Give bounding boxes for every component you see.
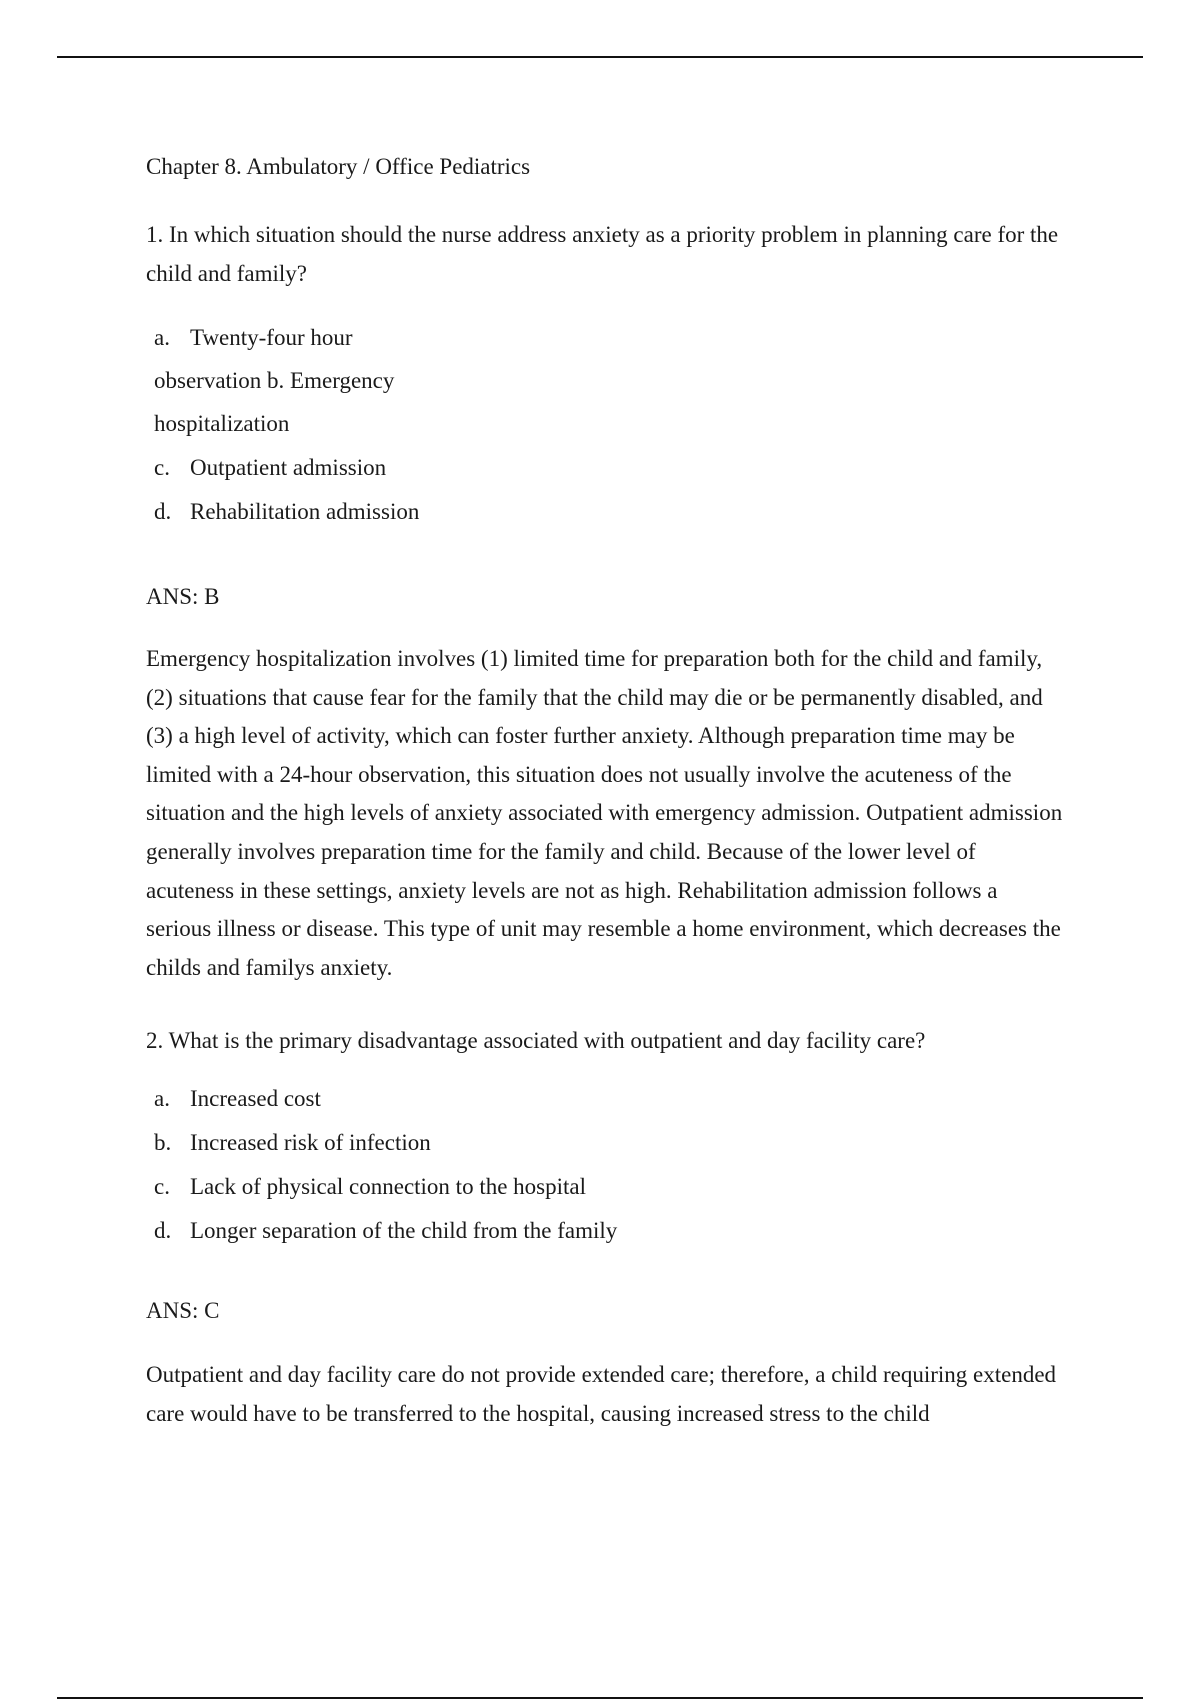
option-text: Outpatient admission	[190, 455, 387, 480]
header-rule	[57, 56, 1143, 58]
option-text: Increased risk of infection	[190, 1130, 431, 1155]
question-1-answer: ANS: B	[146, 584, 220, 609]
question-2-answer: ANS: C	[146, 1298, 220, 1323]
option-letter: d.	[154, 499, 172, 524]
option-letter: a.	[154, 325, 170, 350]
option-letter: b.	[154, 1130, 172, 1155]
question-1-text: 1. In which situation should the nurse address anxiety as a priority problem in planning care for the child and family?	[146, 222, 1059, 286]
option-line: hospitalization	[154, 411, 290, 436]
question-2-explanation: Outpatient and day facility care do not provide extended care; therefore, a child requiring extended care would have to be transferred to the hospital, causing increased stress to the child	[146, 1362, 1057, 1426]
option-text: Twenty-four hour	[190, 325, 353, 350]
option-line: observation b. Emergency	[154, 368, 395, 393]
footer-rule	[57, 1697, 1143, 1699]
option-line	[154, 316, 854, 360]
option-text: Lack of physical connection to the hospital	[190, 1174, 586, 1199]
question-2-text: 2. What is the primary disadvantage associated with outpatient and day facility care?	[146, 1028, 926, 1053]
question-2-options	[154, 1077, 854, 1253]
option-text: Increased cost	[190, 1086, 321, 1111]
option-line	[154, 1209, 854, 1253]
chapter-title: Chapter 8. Ambulatory / Office Pediatrics	[146, 154, 531, 179]
option-letter: d.	[154, 1218, 172, 1243]
option-line	[154, 1165, 854, 1209]
option-text: Rehabilitation admission	[190, 499, 420, 524]
option-line	[154, 446, 854, 490]
question-1-explanation: Emergency hospitalization involves (1) limited time for preparation both for the child and family, (2) situations that cause fear for the family that the child may die or be permanently disabled, and (3) a high level of activity, which can foster further anxiety. Although preparation time may be limited with a 24-hour observation, this situation does not usually involve the acuteness of the situation and the high levels of anxiety associated with emergency admission. Outpatient admission generally involves preparation time for the family and child. Because of the lower level of acuteness in these settings, anxiety levels are not as high. Rehabilitation admission follows a serious illness or disease. This type of unit may resemble a home environment, which decreases the childs and familys anxiety.	[146, 646, 1063, 980]
option-line	[154, 1077, 854, 1121]
option-letter: c.	[154, 1174, 170, 1199]
option-line	[154, 1121, 854, 1165]
option-letter: a.	[154, 1086, 170, 1111]
option-text: Longer separation of the child from the family	[190, 1218, 618, 1243]
option-line	[154, 490, 854, 534]
question-1-options	[154, 316, 854, 534]
option-letter: c.	[154, 455, 170, 480]
